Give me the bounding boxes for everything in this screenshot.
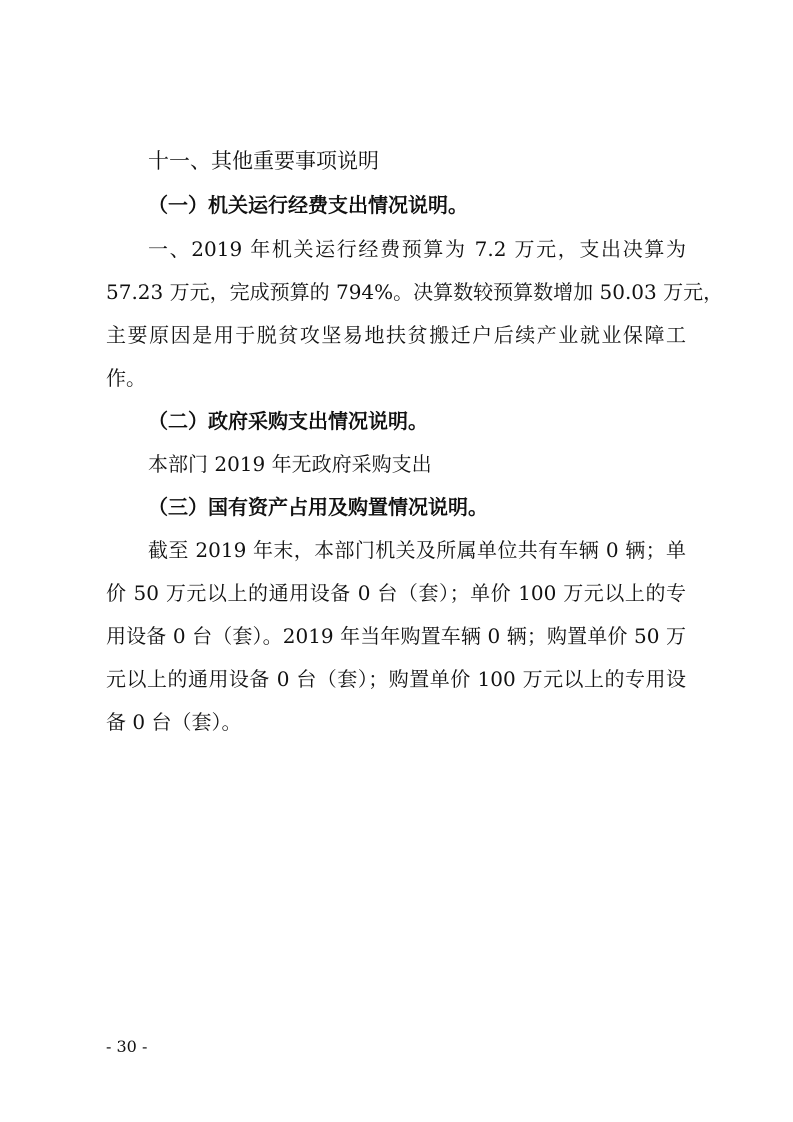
page-number: - 30 - xyxy=(106,1037,148,1056)
paragraph-3-line-4: 元以上的通用设备 0 台（套）；购置单价 100 万元以上的专用设 xyxy=(106,667,686,691)
paragraph-3-line-2: 价 50 万元以上的通用设备 0 台（套）；单价 100 万元以上的专 xyxy=(106,581,686,605)
paragraph-2-line-1: 本部门 2019 年无政府采购支出 xyxy=(148,452,432,476)
paragraph-3-line-5: 备 0 台（套）。 xyxy=(106,710,242,734)
subsection-heading-3: （三）国有资产占用及购置情况说明。 xyxy=(148,495,488,519)
paragraph-3-line-3: 用设备 0 台（套）。2019 年当年购置车辆 0 辆；购置单价 50 万 xyxy=(106,624,686,648)
section-title: 十一、其他重要事项说明 xyxy=(148,149,379,173)
paragraph-3-line-1: 截至 2019 年末，本部门机关及所属单位共有车辆 0 辆；单 xyxy=(148,538,686,562)
paragraph-1-line-1: 一、2019 年机关运行经费预算为 7.2 万元，支出决算为 xyxy=(148,237,686,261)
paragraph-1-line-2: 57.23 万元，完成预算的 794%。决算数较预算数增加 50.03 万元， xyxy=(106,280,724,304)
paragraph-1-line-4: 作。 xyxy=(106,366,146,390)
subsection-heading-1: （一）机关运行经费支出情况说明。 xyxy=(148,193,468,217)
paragraph-1-line-3: 主要原因是用于脱贫攻坚易地扶贫搬迁户后续产业就业保障工 xyxy=(106,323,686,347)
subsection-heading-2: （二）政府采购支出情况说明。 xyxy=(148,409,428,433)
